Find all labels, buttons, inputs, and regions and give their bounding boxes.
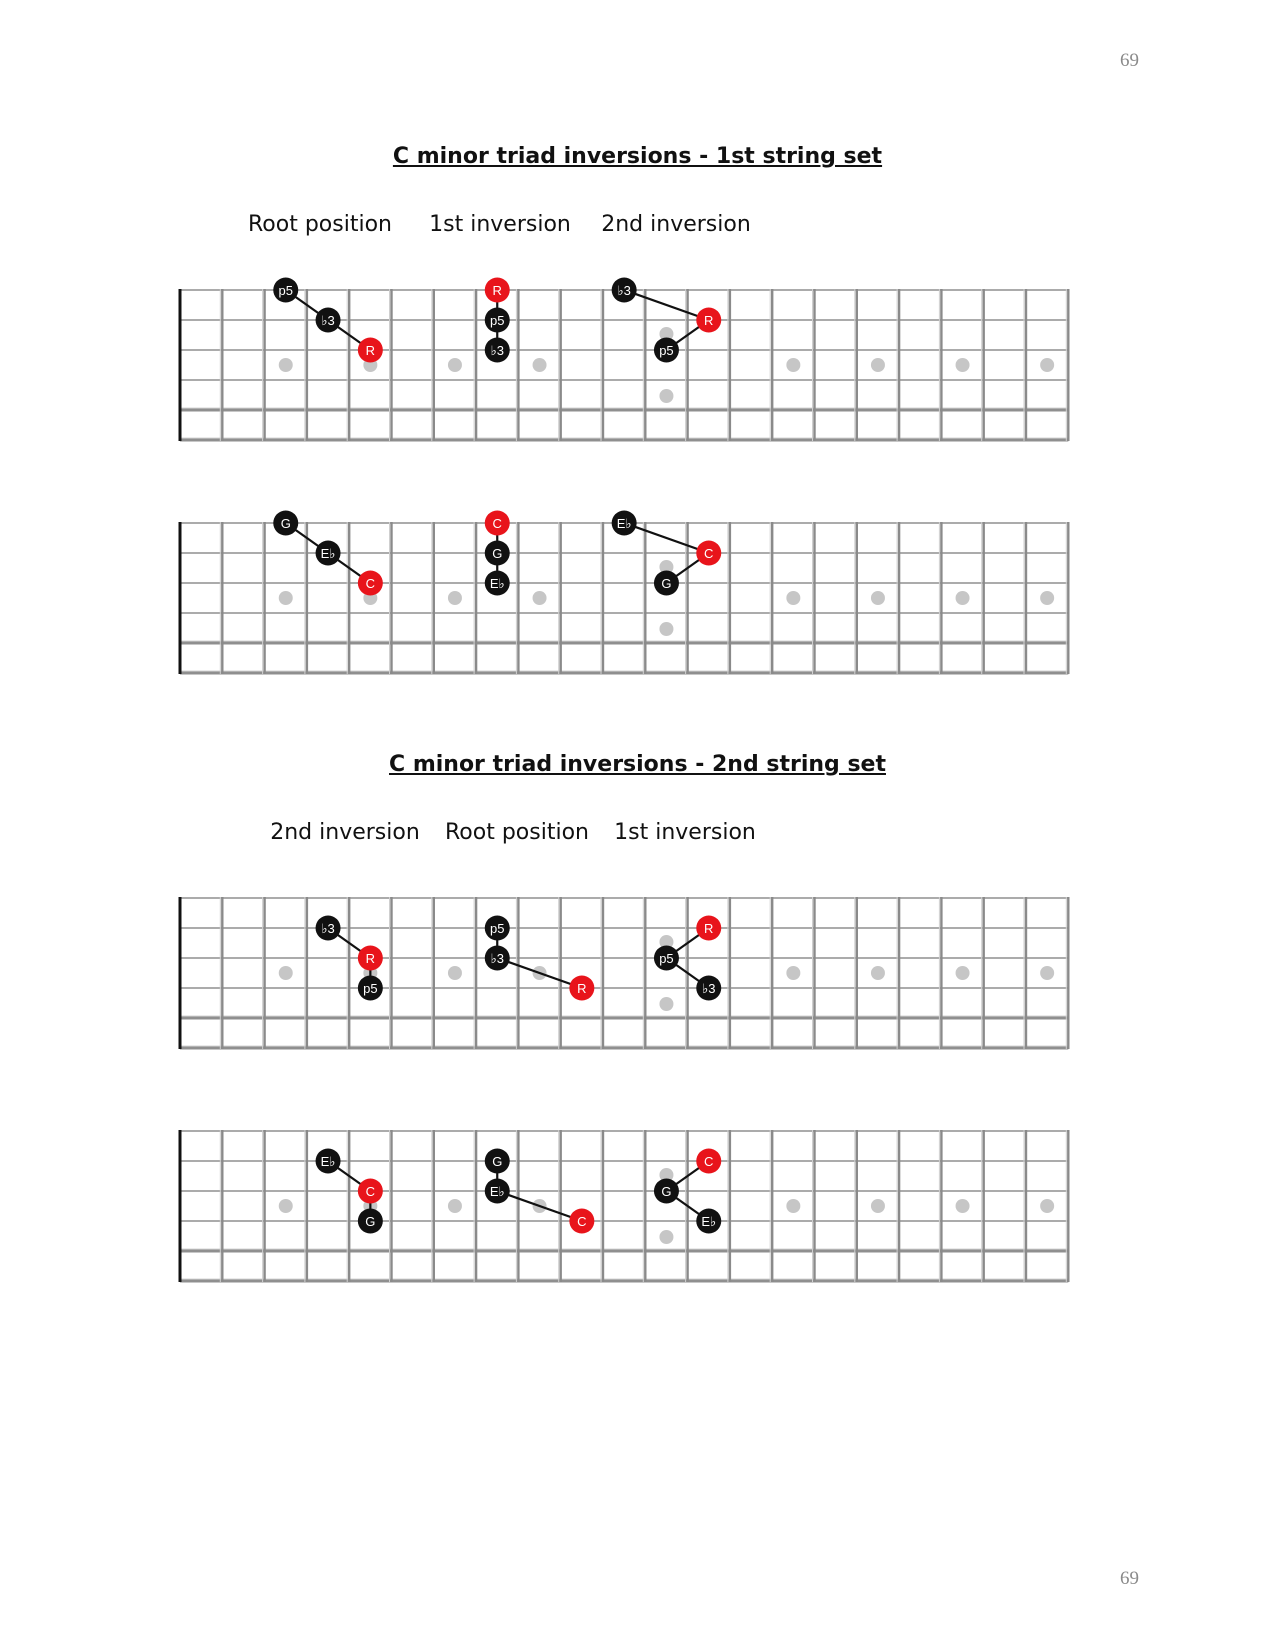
- label-root-position: Root position: [248, 212, 392, 237]
- fret-inlay-dot: [956, 358, 970, 372]
- note-label: C: [365, 1184, 376, 1199]
- label-1st-inversion: 1st inversion: [429, 212, 571, 237]
- label-1st-inversion: 1st inversion: [614, 820, 756, 845]
- section-title-string-set-1: C minor triad inversions - 1st string set: [392, 144, 883, 169]
- fret-inlay-dot: [871, 966, 885, 980]
- fret-inlay-dot: [786, 358, 800, 372]
- note-label: ♭3: [321, 921, 335, 936]
- note-label: R: [492, 283, 502, 298]
- label-root-position: Root position: [445, 820, 589, 845]
- note-label: R: [365, 951, 376, 966]
- connector-line: [624, 290, 709, 320]
- fret-inlay-dot: [533, 591, 547, 605]
- fretboard-diagram-notes-set-2: [0, 1113, 1275, 1293]
- note-label: p5: [490, 313, 505, 328]
- fret-inlay-dot: [956, 591, 970, 605]
- fret-inlay-dot: [279, 358, 293, 372]
- note-label: E♭: [489, 1184, 505, 1199]
- note-label: p5: [363, 981, 378, 996]
- note-label: E♭: [489, 576, 505, 591]
- note-label: ♭3: [490, 951, 504, 966]
- connector-line: [497, 958, 582, 988]
- fret-inlay-dot: [786, 591, 800, 605]
- note-label: C: [365, 576, 376, 591]
- fret-inlay-dot: [1040, 1199, 1054, 1213]
- fret-inlay-dot: [659, 389, 673, 403]
- fret-inlay-dot: [533, 358, 547, 372]
- note-label: G: [661, 576, 672, 591]
- fret-inlay-dot: [956, 1199, 970, 1213]
- fret-inlay-dot: [448, 358, 462, 372]
- fret-inlay-dot: [448, 966, 462, 980]
- note-label: C: [492, 516, 502, 531]
- note-label: G: [280, 516, 291, 531]
- note-label: C: [704, 1154, 714, 1169]
- note-label: E♭: [320, 546, 336, 561]
- page-number-bottom: 69: [1120, 1568, 1139, 1589]
- note-label: E♭: [701, 1214, 717, 1229]
- fret-inlay-dot: [659, 997, 673, 1011]
- note-label: R: [577, 981, 587, 996]
- fret-inlay-dot: [279, 966, 293, 980]
- note-label: G: [492, 1154, 503, 1169]
- fret-inlay-dot: [956, 966, 970, 980]
- note-label: p5: [490, 921, 505, 936]
- note-label: p5: [278, 283, 293, 298]
- fret-inlay-dot: [786, 966, 800, 980]
- fret-inlay-dot: [659, 1230, 673, 1244]
- fretboard-diagram-interval-set-1: [0, 272, 1275, 452]
- label-2nd-inversion: 2nd inversion: [601, 212, 751, 237]
- label-2nd-inversion: 2nd inversion: [270, 820, 420, 845]
- fret-inlay-dot: [279, 591, 293, 605]
- fret-inlay-dot: [871, 1199, 885, 1213]
- note-label: p5: [659, 343, 674, 358]
- note-label: C: [577, 1214, 587, 1229]
- note-label: G: [661, 1184, 672, 1199]
- connector-line: [497, 1191, 582, 1221]
- note-label: G: [492, 546, 503, 561]
- fret-inlay-dot: [871, 358, 885, 372]
- note-label: E♭: [616, 516, 632, 531]
- note-label: E♭: [320, 1154, 336, 1169]
- fret-inlay-dot: [279, 1199, 293, 1213]
- note-label: C: [704, 546, 714, 561]
- diagram-labels-string-set-1: [0, 212, 1275, 242]
- fret-inlay-dot: [659, 622, 673, 636]
- fret-inlay-dot: [871, 591, 885, 605]
- note-label: G: [365, 1214, 376, 1229]
- fret-inlay-dot: [448, 591, 462, 605]
- fret-inlay-dot: [1040, 966, 1054, 980]
- fretboard-diagram-notes-set-1: [0, 505, 1275, 685]
- fret-inlay-dot: [786, 1199, 800, 1213]
- connector-line: [624, 523, 709, 553]
- note-label: R: [704, 313, 714, 328]
- note-label: p5: [659, 951, 674, 966]
- section-title-string-set-2: C minor triad inversions - 2nd string set: [389, 752, 886, 777]
- note-label: ♭3: [490, 343, 504, 358]
- fretboard-diagram-interval-set-2: [0, 880, 1275, 1060]
- note-label: R: [704, 921, 714, 936]
- fret-inlay-dot: [448, 1199, 462, 1213]
- fret-inlay-dot: [1040, 591, 1054, 605]
- note-label: R: [365, 343, 376, 358]
- note-label: ♭3: [702, 981, 716, 996]
- diagram-labels-string-set-2: [0, 820, 1275, 850]
- fret-inlay-dot: [1040, 358, 1054, 372]
- note-label: ♭3: [617, 283, 631, 298]
- note-label: ♭3: [321, 313, 335, 328]
- page-number-top: 69: [1120, 50, 1139, 71]
